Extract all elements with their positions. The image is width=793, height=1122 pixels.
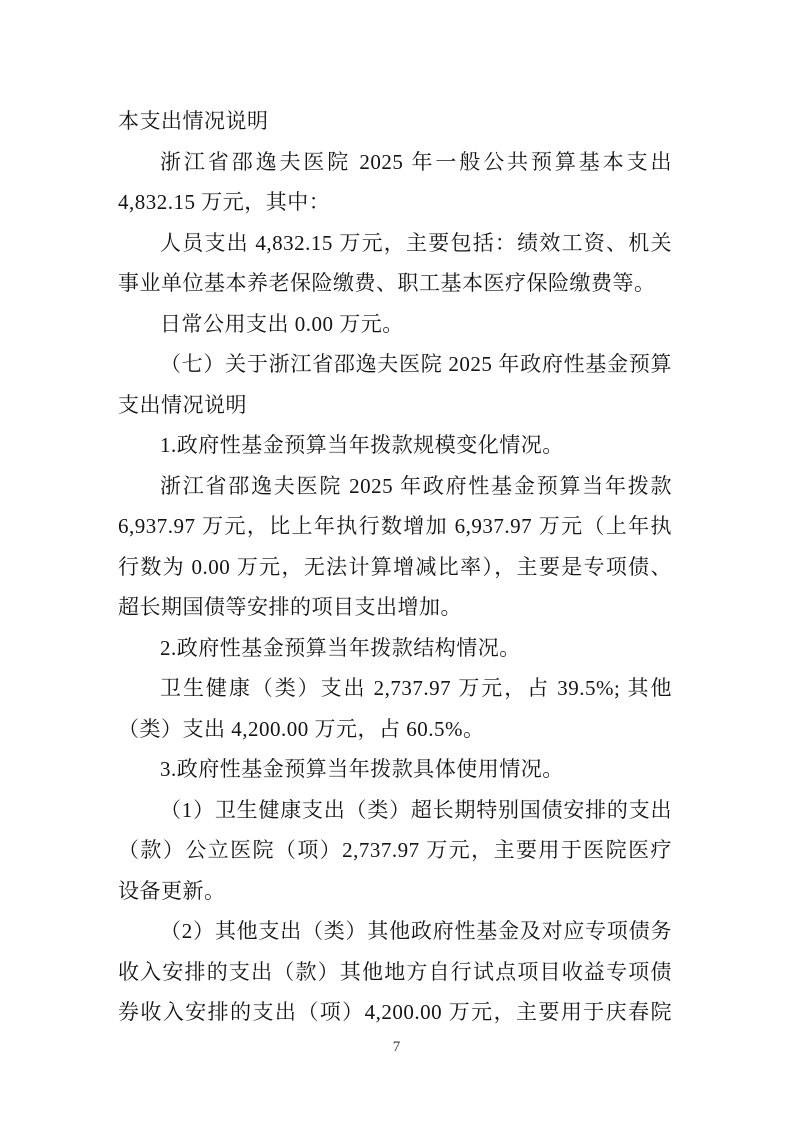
text-line: 浙江省邵逸夫医院 2025 年一般公共预算基本支出 [160, 149, 672, 174]
text-line: 浙江省邵逸夫医院 2025 年政府性基金预算当年拨款 [160, 473, 672, 498]
text-line: 日常公用支出 0.00 万元。 [160, 311, 404, 336]
text-line: 支出情况说明 [118, 392, 247, 417]
text-line: （类）支出 4,200.00 万元，占 60.5%。 [118, 716, 485, 741]
text-line: （七）关于浙江省邵逸夫医院 2025 年政府性基金预算 [160, 352, 672, 376]
text-line: （2）其他支出（类）其他政府性基金及对应专项债务 [160, 919, 672, 943]
page-number: 7 [392, 1039, 401, 1055]
text-line: （款）公立医院（项）2,737.97 万元，主要用于医院医疗 [118, 838, 672, 862]
text-line: 事业单位基本养老保险缴费、职工基本医疗保险缴费等。 [118, 271, 656, 295]
text-line: 行数为 0.00 万元，无法计算增减比率），主要是专项债、 [118, 554, 672, 579]
text-line: 1.政府性基金预算当年拨款规模变化情况。 [160, 433, 564, 457]
text-line: 3.政府性基金预算当年拨款具体使用情况。 [160, 757, 564, 781]
text-line: 4,832.15 万元，其中： [118, 190, 331, 214]
text-line: 人员支出 4,832.15 万元，主要包括：绩效工资、机关 [160, 230, 672, 255]
text-line: 6,937.97 万元，比上年执行数增加 6,937.97 万元（上年执 [118, 514, 672, 538]
text-line: 卫生健康（类）支出 2,737.97 万元，占 39.5%; 其他 [160, 676, 672, 700]
text-line: 超长期国债等安排的项目支出增加。 [118, 595, 462, 619]
text-line: （1）卫生健康支出（类）超长期特别国债安排的支出 [160, 797, 672, 822]
document-body [118, 101, 672, 1033]
text-line: 设备更新。 [118, 878, 226, 903]
text-line: 券收入安排的支出（项）4,200.00 万元，主要用于庆春院 [118, 1000, 672, 1024]
text-line: 收入安排的支出（款）其他地方自行试点项目收益专项债 [118, 959, 672, 984]
text-line: 2.政府性基金预算当年拨款结构情况。 [160, 635, 521, 660]
text-line: 本支出情况说明 [118, 109, 269, 133]
